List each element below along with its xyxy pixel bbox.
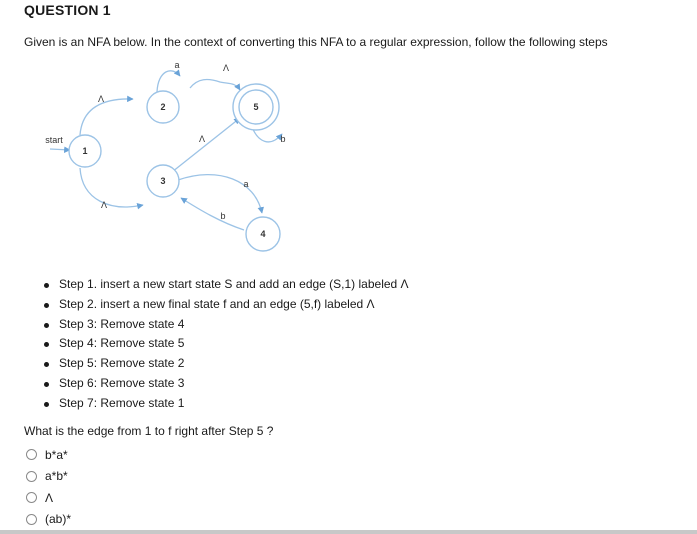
edge-3-4 — [178, 175, 262, 213]
state-4-label: 4 — [260, 229, 266, 239]
answer-option-1[interactable] — [26, 444, 71, 466]
edge-label-1-2: Λ — [97, 94, 105, 104]
state-5-label: 5 — [253, 102, 259, 112]
edge-label-3-4: a — [243, 179, 249, 189]
edge-2-5 — [190, 80, 240, 90]
step-item: Step 3: Remove state 4 — [42, 315, 409, 335]
radio-button[interactable] — [26, 492, 37, 503]
radio-button[interactable] — [26, 471, 37, 482]
step-item: Step 4: Remove state 5 — [42, 334, 409, 354]
state-2-label: 2 — [160, 102, 166, 112]
answer-option-3[interactable] — [26, 487, 71, 509]
question-intro: Given is an NFA below. In the context of converting this NFA to a regular expression, follow the following steps — [24, 35, 608, 49]
edge-1-3 — [80, 168, 143, 207]
state-1-label: 1 — [82, 146, 88, 156]
steps-list — [42, 275, 409, 414]
step-item: Step 7: Remove state 1 — [42, 394, 409, 414]
step-item: Step 5: Remove state 2 — [42, 354, 409, 374]
state-3-label: 3 — [160, 176, 166, 186]
answer-option-label: (ab)* — [45, 512, 72, 527]
edge-label-4-3: b — [220, 211, 226, 221]
edge-3-5 — [172, 118, 240, 172]
edge-label-1-3: Λ — [100, 200, 108, 210]
start-label: start — [45, 135, 63, 145]
step-item: Step 1. insert a new start state S and add an edge (S,1) labeled Λ — [42, 275, 409, 295]
edge-1-2 — [80, 99, 133, 135]
step-item: Step 2. insert a new final state f and an edge (5,f) labeled Λ — [42, 295, 409, 315]
answer-option-label: b*a* — [45, 447, 68, 462]
question-prompt: What is the edge from 1 to f right after Step 5 ? — [24, 424, 274, 438]
radio-button[interactable] — [26, 514, 37, 525]
answer-option-2[interactable] — [26, 466, 71, 488]
edge-4-3 — [181, 198, 244, 230]
edge-label-5-loop: b — [280, 134, 286, 144]
radio-button[interactable] — [26, 449, 37, 460]
step-item: Step 6: Remove state 3 — [42, 374, 409, 394]
answer-option-label: a*b* — [45, 469, 68, 484]
question-title: QUESTION 1 — [24, 2, 111, 18]
start-arrow — [50, 149, 70, 150]
edge-label-2-5: Λ — [222, 63, 230, 73]
edge-label-3-5: Λ — [198, 134, 206, 144]
edge-2-loop — [157, 71, 180, 92]
bottom-divider — [0, 530, 697, 534]
answer-options — [26, 444, 71, 530]
answer-option-4[interactable] — [26, 509, 71, 531]
edge-label-2-loop: a — [174, 60, 180, 70]
answer-option-label: Λ — [45, 490, 54, 505]
